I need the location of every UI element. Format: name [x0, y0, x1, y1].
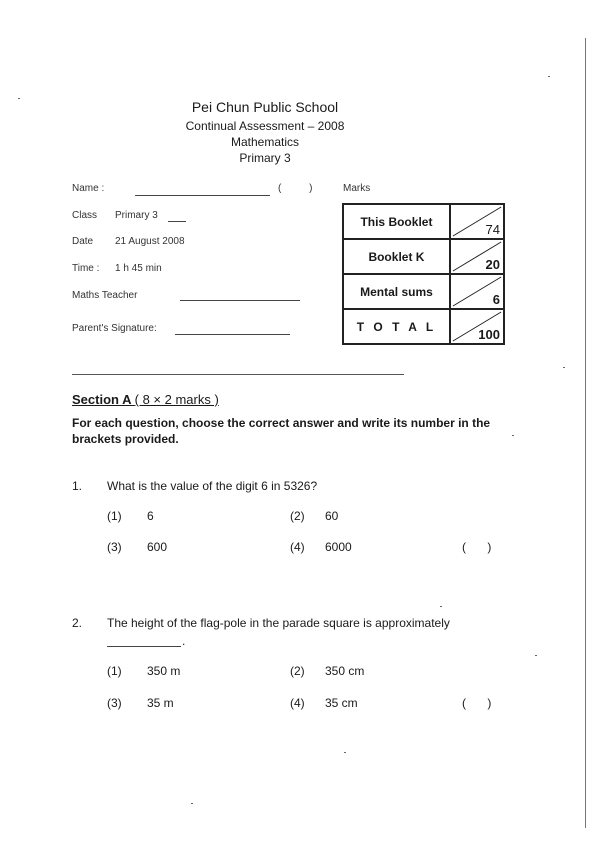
- level-title: Primary 3: [239, 151, 291, 165]
- scan-speck: [18, 98, 20, 99]
- marks-row-label: This Booklet: [343, 204, 450, 239]
- signature-label: Parent's Signature:: [72, 323, 157, 334]
- marks-row: [343, 274, 504, 309]
- option-text: 6: [147, 509, 154, 523]
- name-line[interactable]: [135, 195, 270, 196]
- marks-row-label: Booklet K: [343, 239, 450, 274]
- answer-bracket[interactable]: ( ): [462, 696, 492, 710]
- scan-speck: [344, 752, 346, 753]
- scan-speck: [548, 76, 550, 77]
- marks-row-label: Mental sums: [343, 274, 450, 309]
- class-label: Class: [72, 210, 98, 221]
- section-title: [72, 392, 219, 407]
- marks-table: [342, 203, 505, 345]
- scan-speck: [191, 803, 193, 804]
- marks-score-cell: [450, 239, 504, 274]
- class-line: [168, 221, 186, 222]
- option-number[interactable]: (3): [107, 696, 122, 710]
- signature-line[interactable]: [175, 334, 290, 335]
- class-value: Primary 3: [115, 210, 158, 221]
- scan-speck: [512, 435, 514, 436]
- divider: [72, 374, 404, 375]
- marks-score: 74: [485, 222, 500, 237]
- option-number[interactable]: (2): [290, 509, 305, 523]
- question-number: 2.: [72, 616, 83, 630]
- section-marks: ( 8 × 2 marks ): [134, 392, 219, 407]
- option-text: 350 cm: [325, 664, 365, 678]
- question-end-period: .: [182, 634, 186, 648]
- marks-heading: Marks: [343, 183, 371, 194]
- option-number[interactable]: (3): [107, 540, 122, 554]
- option-text: 600: [147, 540, 168, 554]
- option-text: 35 cm: [325, 696, 358, 710]
- marks-score-cell: [450, 309, 504, 344]
- marks-row-label: T O T A L: [343, 309, 450, 344]
- marks-row: [343, 309, 504, 344]
- teacher-label: Maths Teacher: [72, 290, 138, 301]
- question-text: The height of the flag-pole in the parade square is approximately: [107, 616, 450, 630]
- answer-blank-line[interactable]: [107, 646, 181, 647]
- scan-speck: [535, 655, 537, 656]
- date-label: Date: [72, 236, 94, 247]
- question-text: What is the value of the digit 6 in 5326?: [107, 479, 318, 493]
- scan-speck: [563, 367, 565, 368]
- option-text: 35 m: [147, 696, 174, 710]
- time-value: 1 h 45 min: [115, 263, 162, 274]
- name-label: Name :: [72, 183, 105, 194]
- section-title-text: Section A: [72, 392, 131, 407]
- section-instruction: For each question, choose the correct answer and write its number in the brackets provided.: [72, 416, 491, 446]
- marks-score: 6: [492, 292, 500, 307]
- question-number: 1.: [72, 479, 83, 493]
- marks-score-cell: [450, 204, 504, 239]
- marks-score: 20: [485, 257, 500, 272]
- option-number[interactable]: (4): [290, 540, 305, 554]
- class-number-brackets: ( ): [278, 183, 313, 194]
- school-name: Pei Chun Public School: [191, 99, 339, 115]
- marks-row: [343, 239, 504, 274]
- time-label: Time :: [72, 263, 100, 274]
- option-number[interactable]: (1): [107, 509, 122, 523]
- option-text: 60: [325, 509, 339, 523]
- assessment-title: Continual Assessment – 2008: [185, 119, 345, 133]
- option-number[interactable]: (1): [107, 664, 122, 678]
- option-text: 6000: [325, 540, 352, 554]
- scan-edge-line: [585, 38, 586, 828]
- marks-score: 100: [478, 327, 500, 342]
- marks-score-cell: [450, 274, 504, 309]
- option-text: 350 m: [147, 664, 181, 678]
- subject-title: Mathematics: [230, 135, 300, 149]
- answer-bracket[interactable]: ( ): [462, 540, 492, 554]
- scan-speck: [440, 606, 442, 607]
- option-number[interactable]: (4): [290, 696, 305, 710]
- option-number[interactable]: (2): [290, 664, 305, 678]
- marks-row: [343, 204, 504, 239]
- teacher-line[interactable]: [180, 300, 300, 301]
- date-value: 21 August 2008: [115, 236, 185, 247]
